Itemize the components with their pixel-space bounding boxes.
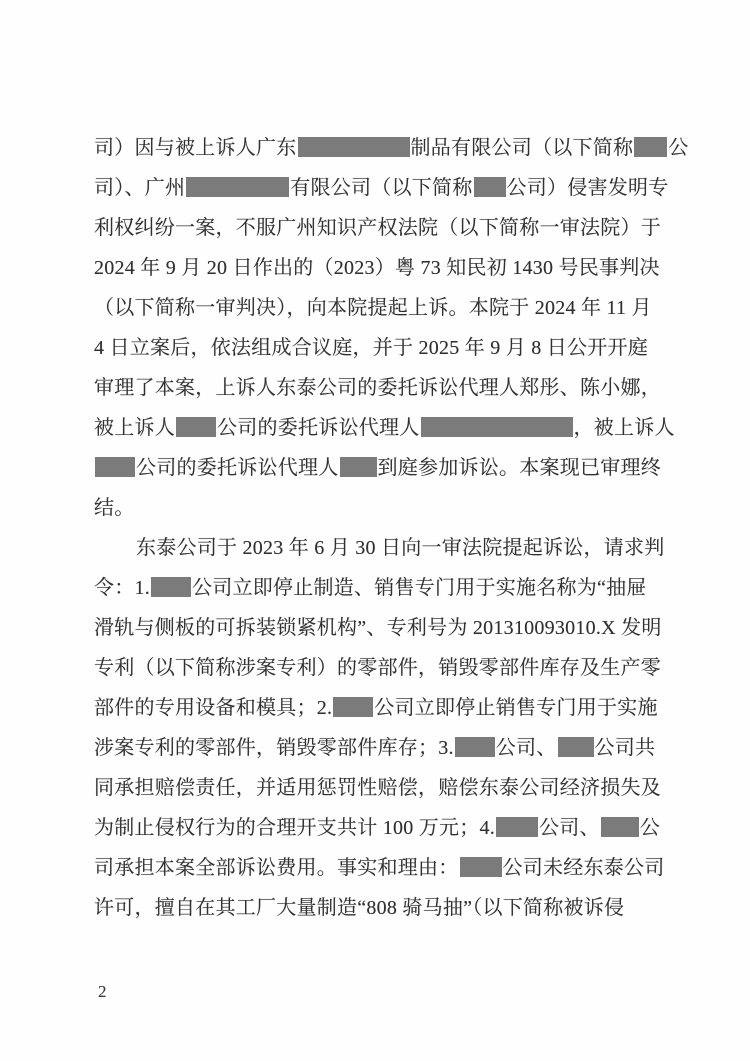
- text-segment: 司）因与被上诉人广东: [94, 137, 297, 159]
- text-segment: 有限公司（以下简称: [290, 177, 473, 199]
- text-segment: 司）、广州: [94, 177, 186, 199]
- text-line: [94, 168, 669, 208]
- text-line: [94, 248, 664, 288]
- text-line: [94, 688, 664, 728]
- redaction-bar: [496, 817, 538, 837]
- text-segment: ，被上诉人: [573, 417, 675, 439]
- text-line: [94, 448, 664, 488]
- redaction-bar: [558, 737, 594, 757]
- text-segment: 东泰公司于 2023 年 6 月 30 日向一审法院提起诉讼，请求判: [136, 537, 665, 559]
- text-segment: 利权纠纷一案，不服广州知识产权法院（以下简称一审法院）于: [94, 217, 661, 239]
- text-line: [94, 528, 664, 568]
- text-segment: 专利（以下简称涉案专利）的零部件，销毁零部件库存及生产零: [94, 657, 661, 679]
- text-segment: 公司立即停止制造、销售专门用于实施名称为“抽屉: [192, 577, 647, 599]
- redaction-bar: [455, 737, 495, 757]
- text-line: [94, 208, 664, 248]
- text-line: [94, 408, 675, 448]
- text-line: [94, 768, 664, 808]
- text-segment: 令：1.: [94, 577, 150, 599]
- text-line: [94, 608, 664, 648]
- text-segment: 涉案专利的零部件，销毁零部件库存；3.: [94, 737, 454, 759]
- text-segment: 部件的专用设备和模具；2.: [94, 697, 333, 719]
- text-segment: 4 日立案后，依法组成合议庭，并于 2025 年 9 月 8 日公开开庭: [94, 337, 648, 359]
- text-segment: 公: [668, 137, 689, 159]
- text-segment: 公司共: [594, 737, 656, 759]
- text-line: [94, 888, 664, 928]
- text-segment: 结。: [94, 497, 135, 519]
- redaction-bar: [95, 457, 135, 477]
- text-segment: 审理了本案，上诉人东泰公司的委托诉讼代理人郑彤、陈小娜，: [94, 377, 661, 399]
- text-line: [94, 848, 664, 888]
- text-segment: 为制止侵权行为的合理开支共计 100 万元；4.: [94, 817, 495, 839]
- text-segment: 同承担赔偿责任，并适用惩罚性赔偿，赔偿东泰公司经济损失及: [94, 777, 661, 799]
- text-segment: 公司立即停止销售专门用于实施: [374, 697, 658, 719]
- text-segment: 到庭参加诉讼。本案现已审理终: [377, 457, 661, 479]
- redaction-bar: [460, 857, 502, 877]
- text-segment: 公司的委托诉讼代理人: [136, 457, 339, 479]
- text-segment: 公司未经东泰公司: [502, 857, 665, 879]
- document-body: [94, 128, 689, 928]
- text-line: [94, 368, 664, 408]
- redaction-bar: [474, 177, 506, 197]
- text-line: [94, 568, 664, 608]
- text-segment: 2024 年 9 月 20 日作出的（2023）粤 73 知民初 1430 号民事判决: [94, 257, 660, 279]
- text-segment: 公司、: [495, 737, 557, 759]
- text-segment: 滑轨与侧板的可拆装锁紧机构”、专利号为 201310093010.X 发明: [94, 617, 662, 639]
- page-number: 2: [98, 982, 107, 1001]
- text-segment: 许可，擅自在其工厂大量制造“808 骑马抽”（以下简称被诉侵: [94, 897, 625, 919]
- text-line: [94, 288, 664, 328]
- text-line: [94, 648, 664, 688]
- redaction-bar: [186, 177, 289, 197]
- redaction-bar: [340, 457, 377, 477]
- text-segment: （以下简称一审判决），向本院提起上诉。本院于 2024 年 11 月: [94, 297, 652, 319]
- text-segment: 公司的委托诉讼代理人: [217, 417, 420, 439]
- redaction-bar: [421, 417, 573, 437]
- text-line: [94, 808, 664, 848]
- redaction-bar: [634, 137, 667, 157]
- text-segment: 公: [639, 817, 660, 839]
- redaction-bar: [601, 817, 639, 837]
- text-line: [94, 328, 664, 368]
- text-line: [94, 128, 689, 168]
- text-segment: 公司、: [539, 817, 600, 839]
- redaction-bar: [151, 577, 191, 597]
- redaction-bar: [298, 137, 410, 157]
- redaction-bar: [176, 417, 216, 437]
- text-line: [94, 488, 664, 528]
- redaction-bar: [333, 697, 373, 717]
- text-segment: 被上诉人: [94, 417, 175, 439]
- text-segment: 制品有限公司（以下简称: [410, 137, 634, 159]
- text-line: [94, 728, 664, 768]
- text-segment: 公司）侵害发明专: [506, 177, 669, 199]
- text-segment: 司承担本案全部诉讼费用。事实和理由：: [94, 857, 459, 879]
